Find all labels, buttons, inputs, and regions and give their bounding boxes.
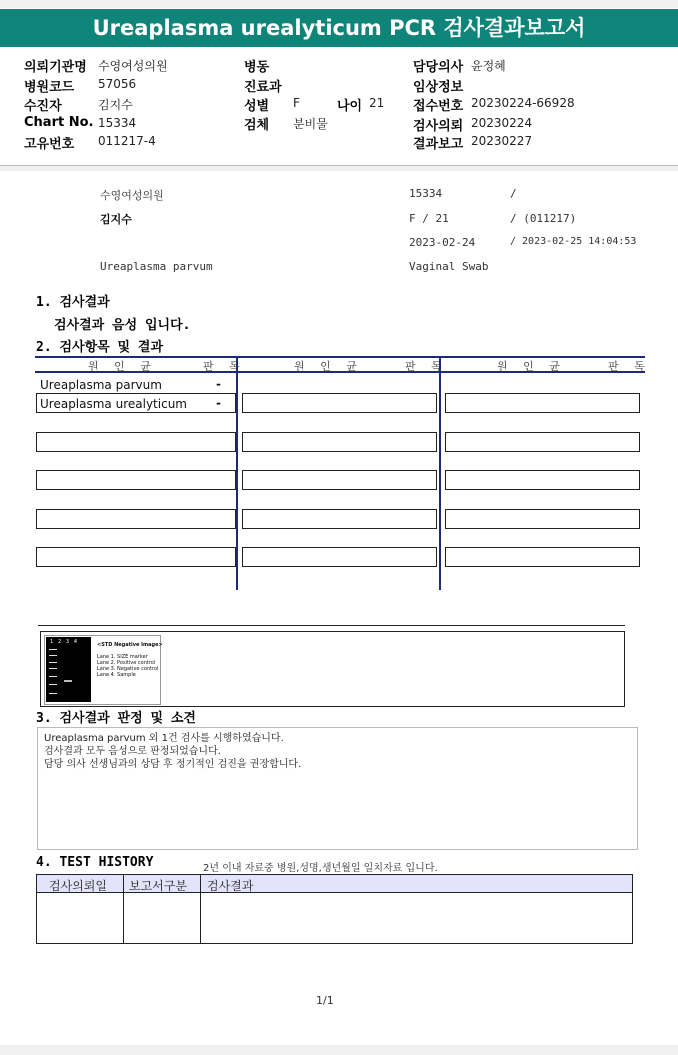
section1-title: 1. 검사결과: [36, 295, 110, 310]
info-slash: /: [510, 187, 517, 200]
history-col-header: 보고서구분: [129, 879, 187, 893]
header-value: 15334: [98, 116, 137, 130]
column-header-organism: 원 인 균: [294, 360, 363, 373]
info-sex-age: F / 21: [409, 212, 449, 225]
section2-title: 2. 검사항목 및 결과: [36, 340, 164, 355]
gel-band: [49, 649, 57, 650]
history-col-divider: [123, 875, 124, 943]
history-col-header: 검사결과: [207, 879, 254, 893]
empty-cell: [242, 509, 437, 529]
header-value: 김지수: [98, 98, 133, 112]
info-test: Ureaplasma parvum: [100, 260, 213, 273]
header-label: 검사의뢰: [413, 119, 464, 134]
column-header-organism: 원 인 균: [88, 360, 157, 373]
gel-top-rule: [38, 625, 625, 626]
header-label: 담당의사: [413, 60, 464, 75]
gel-band: [49, 655, 57, 656]
header-value: 21: [369, 96, 385, 110]
header-label: 임상정보: [413, 80, 464, 95]
empty-cell: [36, 432, 236, 452]
opinion-line: Ureaplasma parvum 외 1건 검사를 시행하였습니다.: [44, 733, 284, 744]
header-label: 접수번호: [413, 99, 464, 114]
header-label: 진료과: [244, 80, 282, 95]
header-label: 나이: [337, 99, 363, 114]
empty-cell: [445, 470, 640, 490]
column-header-judge: 판 독: [203, 360, 246, 373]
result-row: [36, 393, 236, 413]
gel-band: [49, 668, 57, 669]
gel-figure: [44, 635, 161, 705]
empty-cell: [36, 509, 236, 529]
header-value: 수영여성의원: [98, 59, 168, 73]
empty-cell: [445, 547, 640, 567]
history-col-header: 검사의뢰일: [49, 879, 107, 893]
empty-cell: [242, 393, 437, 413]
gel-band: [49, 684, 57, 685]
history-col-divider: [200, 875, 201, 943]
opinion-box: [37, 727, 638, 850]
column-divider: [439, 356, 441, 590]
gel-band: [49, 693, 57, 694]
bottom-strip: [0, 1045, 678, 1055]
gel-band: [49, 662, 57, 663]
empty-cell: [242, 470, 437, 490]
header-label: 고유번호: [24, 137, 75, 152]
header-value: 57056: [98, 77, 137, 91]
info-clinic: 수영여성의원: [100, 189, 164, 202]
empty-cell: [445, 509, 640, 529]
column-divider: [236, 356, 238, 590]
gel-band: [64, 680, 72, 682]
info-id: / (011217): [510, 212, 577, 225]
gel-lane-numbers: 1 2 3 4: [50, 639, 78, 645]
gel-band: [49, 676, 57, 677]
page-number: 1/1: [316, 994, 334, 1007]
opinion-line: 검사결과 모두 음성으로 판정되었습니다.: [44, 746, 221, 757]
info-name: 김지수: [100, 213, 132, 226]
gel-legend-item: Lane 1. SIZE marker: [97, 654, 148, 660]
header-label: 의뢰기관명: [24, 60, 87, 75]
header-value: F: [293, 96, 300, 110]
header-value: 20230227: [471, 134, 533, 148]
column-header-judge: 판 독: [608, 360, 651, 373]
empty-cell: [242, 547, 437, 567]
header-value: 윤정혜: [471, 59, 506, 73]
header-value: 분비물: [293, 117, 328, 131]
header-value: 20230224: [471, 116, 533, 130]
opinion-line: 담당 의사 선생님과의 상담 후 정기적인 검진을 권장합니다.: [44, 759, 302, 770]
report-title: Ureaplasma urealyticum PCR 검사결과보고서: [0, 9, 678, 47]
header-label: 수진자: [24, 99, 62, 114]
info-date-received: 2023-02-24: [409, 236, 476, 249]
empty-cell: [445, 393, 640, 413]
section3-title: 3. 검사결과 판정 및 소견: [36, 711, 196, 726]
column-header-organism: 원 인 균: [497, 360, 566, 373]
gel-legend-item: Lane 4. Sample: [97, 672, 136, 678]
header-label: 성별: [244, 99, 270, 114]
info-date-reported: / 2023-02-25 14:04:53: [510, 236, 637, 247]
history-header: [37, 875, 632, 893]
empty-cell: [445, 432, 640, 452]
empty-cell: [242, 432, 437, 452]
top-strip: [0, 0, 678, 8]
header-label: Chart No.: [24, 115, 94, 130]
header-label: 병동: [244, 60, 270, 75]
header-label: 검체: [244, 118, 270, 133]
header-value: 011217-4: [98, 134, 156, 148]
info-specimen: Vaginal Swab: [409, 260, 489, 273]
result-summary: 검사결과 음성 입니다.: [54, 318, 191, 333]
empty-cell: [36, 470, 236, 490]
gel-title: <STD Negative Image>: [97, 642, 163, 648]
section4-title: 4. TEST HISTORY: [36, 855, 154, 870]
gel-legend-item: Lane 3. Negative control: [97, 666, 159, 672]
history-table: [36, 874, 633, 944]
empty-cell: [36, 547, 236, 567]
info-chart: 15334: [409, 187, 443, 200]
history-note: 2년 이내 자료중 병원,성명,생년월일 일치자료 입니다.: [203, 863, 438, 874]
result-cell: -: [216, 377, 221, 391]
header-band: [0, 166, 678, 171]
gel-image: [46, 637, 91, 702]
column-header-judge: 판 독: [405, 360, 448, 373]
gel-panel: [40, 631, 625, 707]
header-value: 20230224-66928: [471, 96, 575, 110]
organism-cell: Ureaplasma urealyticum: [40, 397, 187, 411]
organism-cell: Ureaplasma parvum: [40, 378, 162, 392]
gel-legend-item: Lane 2. Positive control: [97, 660, 156, 666]
header-label: 결과보고: [413, 137, 464, 152]
result-cell: -: [216, 396, 221, 410]
header-label: 병원코드: [24, 80, 75, 95]
